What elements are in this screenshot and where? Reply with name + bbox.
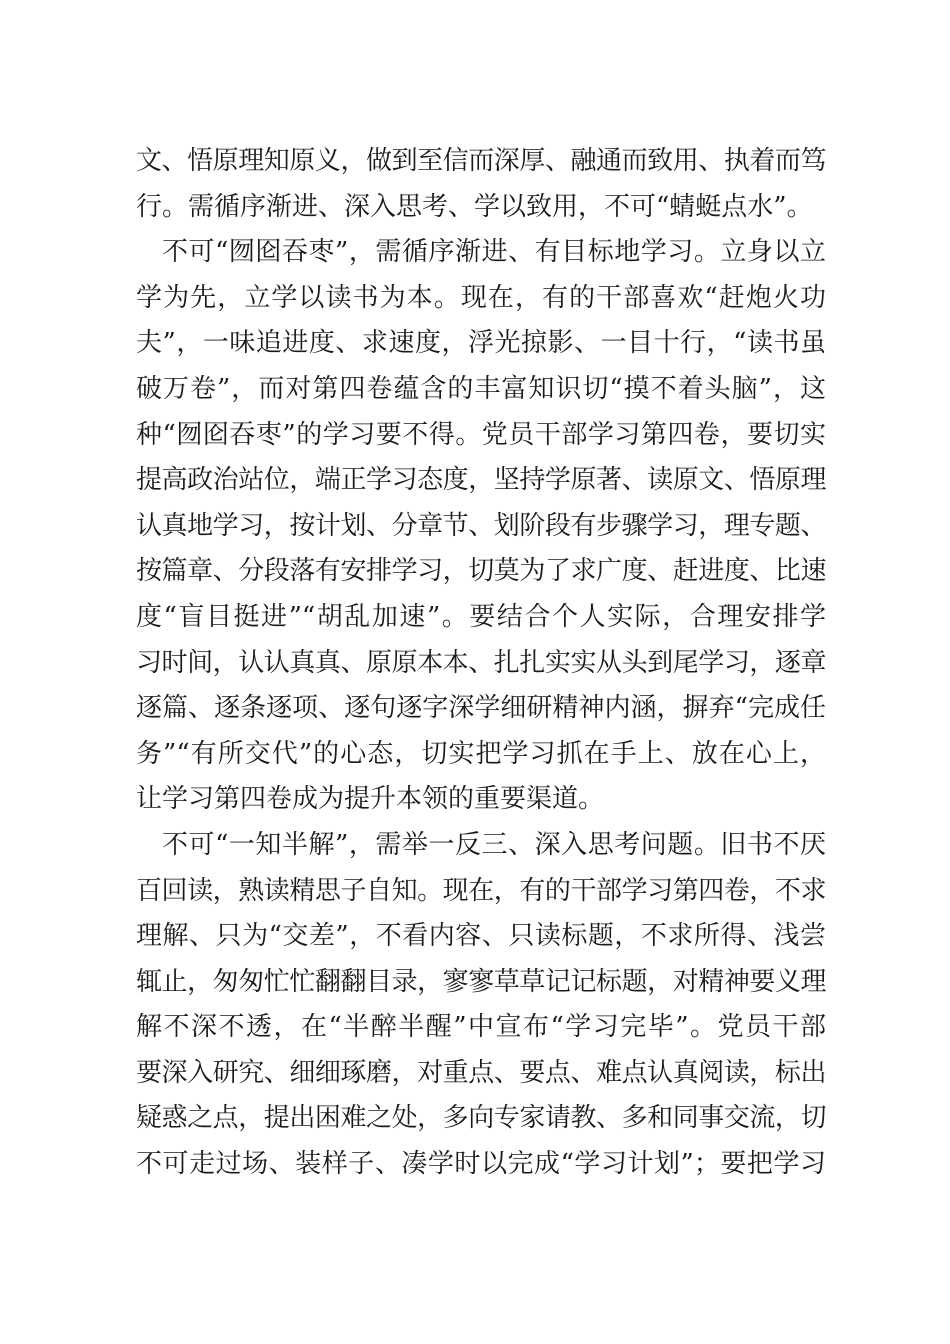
text-line: 解不深不透，在“半醉半醒”中宣布“学习完毕”。党员干部 [136, 1012, 826, 1043]
text-line: 让学习第四卷成为提升本领的重要渠道。 [136, 784, 605, 815]
paragraph [136, 230, 826, 823]
text-line: 习时间，认认真真、原原本本、扎扎实实从头到尾学习，逐章 [136, 647, 826, 678]
text-line: 破万卷”，而对第四卷蕴含的丰富知识切“摸不着头脑”，这 [136, 373, 826, 404]
paragraph [136, 139, 826, 230]
text-line: 要深入研究、细细琢磨，对重点、要点、难点认真阅读，标出 [136, 1057, 826, 1088]
text-line: 提高政治站位，端正学习态度，坚持学原著、读原文、悟原理 [136, 465, 826, 496]
text-line: 按篇章、分段落有安排学习，切莫为了求广度、赶进度、比速 [136, 556, 826, 587]
text-line: 学为先，立学以读书为本。现在，有的干部喜欢“赶炮火功 [136, 282, 826, 313]
text-line: 逐篇、逐条逐项、逐句逐字深学细研精神内涵，摒弃“完成任 [136, 693, 826, 724]
text-line: 度“盲目挺进”“胡乱加速”。要结合个人实际，合理安排学 [136, 601, 826, 632]
text-line: 夫”，一味追进度、求速度，浮光掠影、一目十行，“读书虽 [136, 328, 826, 359]
text-line: 理解、只为“交差”，不看内容、只读标题，不求所得、浅尝 [136, 921, 826, 952]
text-line: 不可“囫囵吞枣”，需循序渐进、有目标地学习。立身以立 [162, 237, 826, 268]
body-text [136, 139, 826, 1188]
text-line: 不可走过场、装样子、凑学时以完成“学习计划”；要把学习 [136, 1149, 826, 1180]
text-line: 疑惑之点，提出困难之处，多向专家请教、多和同事交流，切 [136, 1103, 826, 1134]
text-line: 不可“一知半解”，需举一反三、深入思考问题。旧书不厌 [162, 829, 826, 860]
paragraph [136, 823, 826, 1188]
text-line: 认真地学习，按计划、分章节、划阶段有步骤学习，理专题、 [136, 510, 826, 541]
text-line: 辄止，匆匆忙忙翻翻目录，寥寥草草记记标题，对精神要义理 [136, 966, 826, 997]
text-line: 百回读，熟读精思子自知。现在，有的干部学习第四卷，不求 [136, 875, 826, 906]
text-line: 文、悟原理知原义，做到至信而深厚、融通而致用、执着而笃 [136, 146, 826, 176]
text-line: 行。需循序渐进、深入思考、学以致用，不可“蜻蜓点水”。 [136, 191, 813, 222]
text-line: 务”“有所交代”的心态，切实把学习抓在手上、放在心上， [136, 738, 826, 769]
text-line: 种“囫囵吞枣”的学习要不得。党员干部学习第四卷，要切实 [136, 419, 826, 450]
